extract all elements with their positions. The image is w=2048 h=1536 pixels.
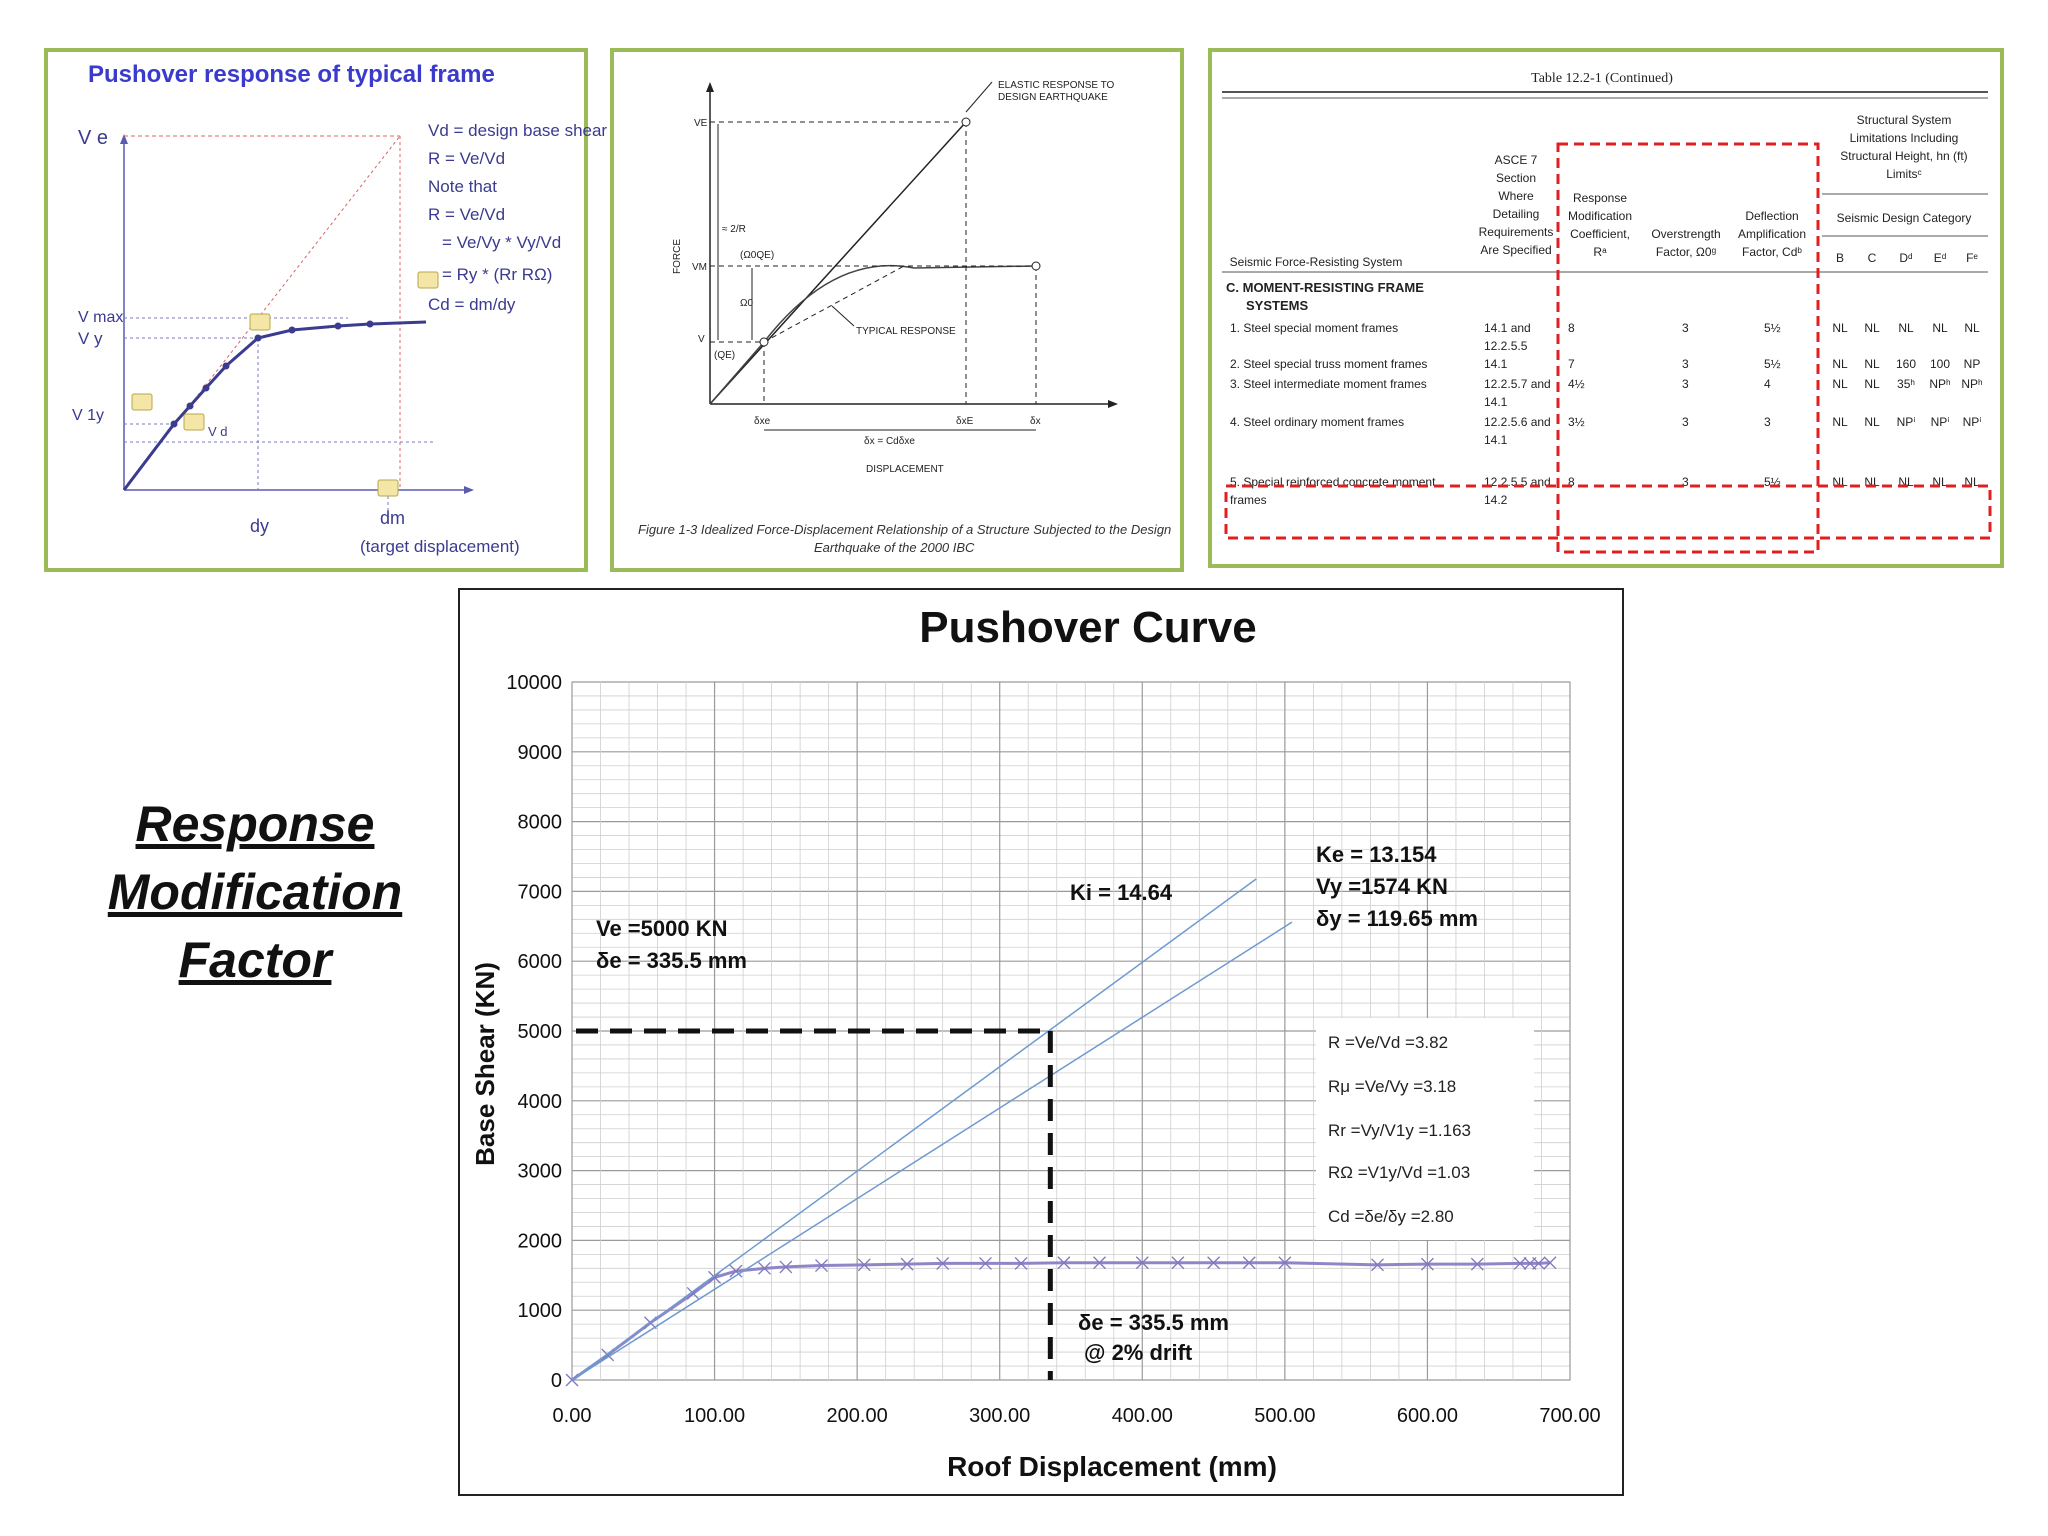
typical-label: TYPICAL RESPONSE [856, 326, 956, 337]
ve-label: VE [694, 118, 708, 129]
header-asce: Requirements [1478, 225, 1554, 239]
row-limit: NL [1832, 357, 1848, 371]
row-omega: 3 [1682, 475, 1689, 489]
concrete-row-highlight [1226, 486, 1990, 538]
x-tick-label: 500.00 [1254, 1405, 1316, 1427]
row-r: 3½ [1568, 415, 1585, 429]
header-system: Seismic Force-Resisting System [1229, 255, 1403, 269]
header-r: Response [1572, 191, 1628, 205]
header-cd: Deflection [1745, 209, 1799, 223]
header-asce: Detailing [1492, 207, 1540, 221]
row-limit: NPʰ [1929, 377, 1951, 391]
row-limit: NL [1832, 321, 1848, 335]
row-r: 8 [1568, 321, 1575, 335]
row-limit: NL [1964, 475, 1980, 489]
row-limit: NL [1932, 475, 1948, 489]
de-annotation: δe = 335.5 mm [596, 948, 747, 973]
y-tick-label: 8000 [517, 811, 562, 834]
qe-label: (QE) [714, 350, 736, 361]
row-cd: 4 [1764, 377, 1771, 391]
ki-annotation: Ki = 14.64 [1070, 880, 1173, 905]
row-section: 12.2.5.5 [1484, 339, 1528, 353]
target-label: (target displacement) [360, 537, 520, 556]
row-omega: 3 [1682, 321, 1689, 335]
row-limit: NL [1964, 321, 1980, 335]
header-cd: Factor, Cdᵇ [1742, 245, 1802, 259]
pushover-chart [460, 590, 1622, 1494]
row-omega: 3 [1682, 377, 1689, 391]
header-limits: Structural System [1856, 113, 1952, 127]
y-tick-label: 6000 [517, 951, 562, 974]
x-tick-label: 300.00 [969, 1405, 1031, 1427]
factor-line: Rr =Vy/V1y =1.163 [1328, 1121, 1472, 1140]
row-limit: NL [1864, 357, 1880, 371]
y-tick-label: 2000 [517, 1230, 562, 1253]
elastic-label: ELASTIC RESPONSE TO [998, 80, 1115, 91]
y-tick-label: 10000 [506, 672, 562, 694]
y-tick-label: 7000 [517, 881, 562, 904]
header-asce: Are Specified [1480, 243, 1552, 257]
header-asce: Where [1498, 189, 1534, 203]
vm-label: VM [692, 262, 707, 273]
row-r: 7 [1568, 357, 1575, 371]
section-title: C. MOMENT-RESISTING FRAME [1226, 280, 1424, 295]
note-line: R = Ve/Vd [428, 205, 506, 224]
dx-label: δx [1030, 416, 1041, 427]
force-label: FORCE [672, 239, 683, 274]
header-cat: Eᵈ [1933, 251, 1947, 265]
header-cd: Amplification [1737, 227, 1807, 241]
two-r-label: ≈ 2/R [722, 224, 746, 235]
x-tick-label: 600.00 [1396, 1405, 1459, 1427]
cd-label: δx = Cdδxe [864, 436, 915, 447]
pushover-chart-panel [458, 588, 1624, 1496]
side-title-line: Factor [178, 932, 332, 988]
x-axis-label: Roof Displacement (mm) [947, 1451, 1277, 1482]
section-title-2: SYSTEMS [1246, 298, 1309, 313]
x-tick-label: 0.00 [552, 1405, 592, 1427]
row-section: 14.1 and [1484, 321, 1531, 335]
note-line: R = Ve/Vd [428, 149, 506, 168]
vd-label: V d [208, 424, 228, 439]
row-limit: NL [1864, 377, 1880, 391]
dxe-label: δxe [754, 416, 771, 427]
side-title-line: Response [135, 796, 375, 852]
omega-label: (Ω0QE) [740, 250, 775, 261]
vy-label: V y [78, 329, 103, 348]
ke-annotation: Ke = 13.154 [1316, 842, 1437, 867]
row-limit: NL [1832, 415, 1848, 429]
displacement-label: DISPLACEMENT [866, 464, 944, 475]
row-limit: NL [1832, 377, 1848, 391]
x-tick-label: 100.00 [683, 1405, 746, 1427]
row-limit: NP [1963, 357, 1981, 371]
row-limit: 35ʰ [1897, 377, 1915, 391]
v1y-label: V 1y [72, 407, 105, 424]
row-section: 12.2.5.5 and [1484, 475, 1551, 489]
idealized-force-panel [610, 48, 1184, 572]
notes [428, 121, 607, 314]
row-limit: NL [1898, 321, 1914, 335]
header-cat: C [1867, 251, 1877, 265]
row-section: 12.2.5.7 and [1484, 377, 1551, 391]
factor-line: Cd =δe/δy =2.80 [1328, 1207, 1454, 1226]
header-cat: B [1835, 251, 1845, 265]
row-omega: 3 [1682, 357, 1689, 371]
row-system: frames [1230, 493, 1267, 507]
y-tick-label: 4000 [517, 1090, 562, 1113]
table-panel [1208, 48, 2004, 568]
header-r: Rᵃ [1593, 245, 1607, 259]
y-tick-label: 0 [550, 1370, 562, 1392]
row-system: 2. Steel special truss moment frames [1230, 357, 1428, 371]
elastic-label-2: DESIGN EARTHQUAKE [998, 92, 1108, 103]
note-line: = Ry * (Rr RΩ) [442, 265, 553, 284]
row-cd: 5½ [1764, 321, 1781, 335]
row-limit: NPⁱ [1930, 415, 1950, 429]
y-tick-label: 9000 [517, 741, 562, 764]
row-system: 4. Steel ordinary moment frames [1230, 415, 1405, 429]
table-title: Table 12.2-1 (Continued) [1531, 71, 1673, 86]
vy-annotation: Vy =1574 KN [1316, 874, 1448, 899]
row-omega: 3 [1682, 415, 1689, 429]
x-tick-label: 200.00 [826, 1405, 888, 1427]
row-section: 14.2 [1484, 493, 1508, 507]
row-section: 14.1 [1484, 357, 1508, 371]
table-rows [1230, 321, 1983, 507]
seismic-table [1212, 52, 2000, 564]
header-r: Modification [1567, 209, 1633, 223]
row-system: 3. Steel intermediate moment frames [1230, 377, 1427, 391]
drift-annotation: @ 2% drift [1084, 1340, 1193, 1365]
row-r: 4½ [1568, 377, 1585, 391]
row-limit: NL [1864, 475, 1880, 489]
de-bottom-annotation: δe = 335.5 mm [1078, 1310, 1229, 1335]
omega0-label: Ω0 [740, 298, 754, 309]
note-line: = Ve/Vy * Vy/Vd [442, 233, 562, 252]
row-section: 12.2.5.6 and [1484, 415, 1551, 429]
v-label: V [698, 334, 705, 345]
y-axis-label: Base Shear (KN) [470, 962, 500, 1166]
header-omega: Overstrength [1651, 227, 1721, 241]
y-tick-label: 5000 [517, 1021, 562, 1043]
y-tick-label: 3000 [517, 1160, 562, 1183]
row-cd: 3 [1764, 415, 1771, 429]
row-section: 14.1 [1484, 433, 1508, 447]
row-system: 1. Steel special moment frames [1230, 321, 1399, 335]
row-section: 14.1 [1484, 395, 1508, 409]
header-asce: ASCE 7 [1494, 153, 1538, 167]
vmax-label: V max [78, 309, 124, 326]
row-limit: NL [1898, 475, 1914, 489]
y-tick-label: 1000 [517, 1300, 562, 1323]
side-title [60, 790, 450, 994]
row-r: 8 [1568, 475, 1575, 489]
header-limits: Limitations Including [1849, 131, 1959, 145]
dy-label: dy [250, 516, 270, 536]
r-column-highlight [1558, 144, 1818, 552]
ve-label: V e [78, 127, 109, 149]
header-asce: Section [1495, 171, 1537, 185]
header-r: Coefficient, [1570, 227, 1630, 241]
header-limits: Limitsᶜ [1886, 167, 1922, 181]
row-cd: 5½ [1764, 475, 1781, 489]
ve-annotation: Ve =5000 KN [596, 916, 728, 941]
row-limit: NL [1864, 321, 1880, 335]
row-limit: 100 [1929, 357, 1951, 371]
comment-icon [132, 272, 438, 496]
dm-label: dm [380, 508, 406, 528]
pushover-curve [124, 322, 426, 490]
x-tick-label: 700.00 [1539, 1405, 1601, 1427]
idealized-force-diagram [614, 52, 1180, 568]
header-sdc: Seismic Design Category [1836, 211, 1972, 225]
typical-frame-diagram [48, 52, 608, 568]
header-omega: Factor, Ω0ᵍ [1655, 245, 1717, 259]
note-line: Note that [428, 177, 497, 196]
factor-line: R =Ve/Vd =3.82 [1328, 1033, 1449, 1052]
chart-title: Pushover Curve [919, 603, 1257, 652]
side-title-line: Modification [107, 864, 403, 920]
row-limit: NL [1864, 415, 1880, 429]
row-system: 5. Special reinforced concrete moment [1230, 475, 1436, 489]
x-tick-label: 400.00 [1111, 1405, 1173, 1427]
row-limit: 160 [1895, 357, 1917, 371]
note-line: Cd = dm/dy [428, 295, 516, 314]
header-limits: Structural Height, hn (ft) [1840, 149, 1968, 163]
figure-caption: Figure 1-3 Idealized Force-Displacement Relationship of a Structure Subjected to the Design [638, 522, 1172, 537]
factor-line: RΩ =V1y/Vd =1.03 [1328, 1163, 1471, 1182]
typical-frame-panel [44, 48, 608, 572]
row-limit: NL [1932, 321, 1948, 335]
note-line: Vd = design base shear [428, 121, 608, 140]
dxE-label: δxE [956, 416, 974, 427]
row-limit: NPʰ [1961, 377, 1983, 391]
row-limit: NPⁱ [1962, 415, 1982, 429]
row-limit: NPⁱ [1896, 415, 1916, 429]
row-cd: 5½ [1764, 357, 1781, 371]
factor-line: Rμ =Ve/Vy =3.18 [1328, 1077, 1457, 1096]
figure-caption-2: Earthquake of the 2000 IBC [814, 540, 975, 555]
dy-annotation: δy = 119.65 mm [1316, 906, 1478, 931]
header-cat: Fᵉ [1966, 251, 1978, 265]
row-limit: NL [1832, 475, 1848, 489]
header-cat: Dᵈ [1899, 251, 1913, 265]
panel1-title: Pushover response of typical frame [88, 61, 495, 88]
